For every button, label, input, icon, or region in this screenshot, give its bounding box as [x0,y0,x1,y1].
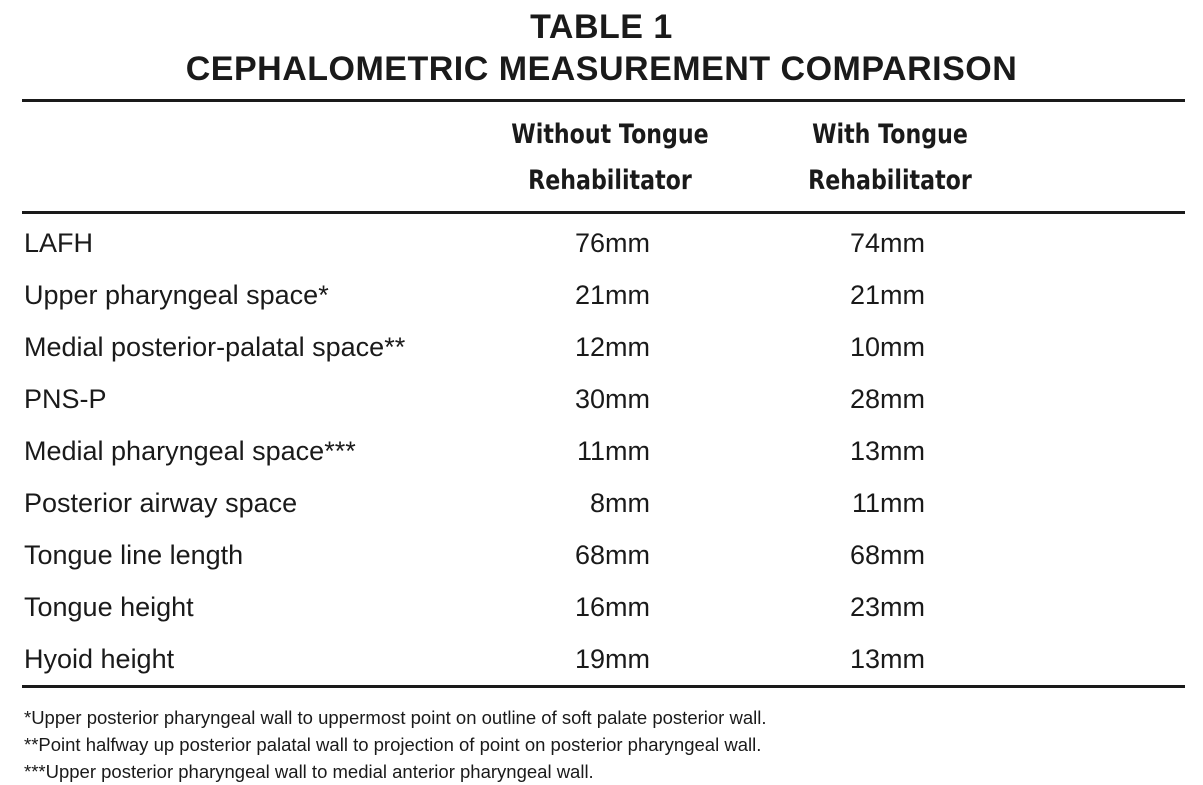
table-row [0,633,1203,685]
value-without: 16mm [574,592,650,622]
footnote-1: *Upper posterior pharyngeal wall to uppermost point on outline of soft palate posterior wall. [24,707,767,728]
header-rule [22,211,1185,214]
footnote-3: ***Upper posterior pharyngeal wall to medial anterior pharyngeal wall. [24,761,594,782]
bottom-rule [22,685,1185,688]
table-row [0,425,1203,477]
value-without: 21mm [574,280,650,310]
footnote-2: **Point halfway up posterior palatal wall to projection of point on posterior pharyngeal wall. [24,734,762,755]
row-label: LAFH [24,228,94,258]
value-with: 21mm [849,280,925,310]
value-without: 76mm [574,228,650,258]
row-label: Medial posterior-palatal space** [24,332,406,362]
row-label: Medial pharyngeal space*** [24,436,356,466]
value-without: 11mm [576,436,650,466]
value-with: 23mm [849,592,925,622]
table-row [0,477,1203,529]
column-header-with-line2: Rehabilitator [808,165,972,196]
value-with: 11mm [851,488,925,518]
value-with: 10mm [849,332,925,362]
table-row [0,581,1203,633]
value-with: 68mm [849,540,925,570]
top-rule [22,99,1185,102]
row-label: PNS-P [24,384,107,414]
value-without: 8mm [590,488,650,518]
row-label: Posterior airway space [24,488,298,518]
row-label: Hyoid height [24,644,175,674]
value-with: 28mm [849,384,925,414]
table-row [0,321,1203,373]
value-without: 19mm [574,644,650,674]
table-row [0,373,1203,425]
column-header-with-line1: With Tongue [812,119,968,150]
table-title: CEPHALOMETRIC MEASUREMENT COMPARISON [185,50,1018,88]
table-number: TABLE 1 [530,8,673,46]
value-with: 13mm [849,644,925,674]
column-header-with [734,112,1046,204]
row-label: Tongue line length [24,540,244,570]
table-row [0,269,1203,321]
row-label: Upper pharyngeal space* [24,280,329,310]
value-with: 13mm [849,436,925,466]
table-row [0,529,1203,581]
column-header-without [454,112,766,204]
column-header-without-line2: Rehabilitator [528,165,692,196]
value-without: 30mm [574,384,650,414]
table-row [0,217,1203,269]
value-without: 68mm [574,540,650,570]
row-label: Tongue height [24,592,194,622]
value-with: 74mm [849,228,925,258]
value-without: 12mm [574,332,650,362]
column-header-without-line1: Without Tongue [511,119,709,150]
